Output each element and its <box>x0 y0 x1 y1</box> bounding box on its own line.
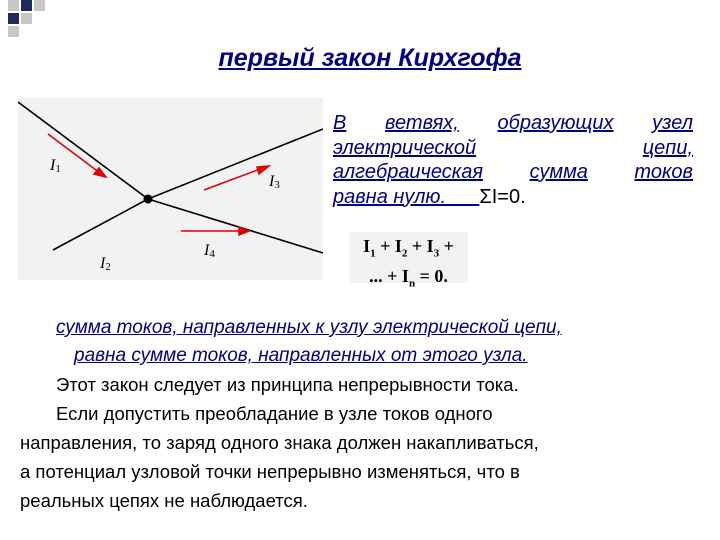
corollary-line-1: сумма токов, направленных к узлу электрической цепи, <box>56 317 562 338</box>
deco-square <box>8 13 19 24</box>
equation-row-1: $I_1 + I_2 + I_3$ + <box>363 236 454 260</box>
deco-square <box>21 0 32 11</box>
rule-line-1: В ветвях, образующих узел <box>333 112 693 134</box>
label-i2: I2 <box>100 255 111 273</box>
equation-row-2: ... + $I_n = 0$. <box>369 265 448 290</box>
junction-svg <box>18 98 323 280</box>
wire-2 <box>53 199 148 250</box>
explanation-text <box>20 370 710 515</box>
wire-3 <box>148 129 323 199</box>
body-line-5: реальных цепях не наблюдается. <box>20 490 308 511</box>
sum-equation <box>349 232 468 290</box>
junction-diagram <box>18 98 323 280</box>
corollary-text <box>56 314 706 370</box>
body-line-4: а потенциал узловой точки непрерывно изменяться, что в <box>20 461 520 482</box>
wire-4 <box>148 199 323 253</box>
kirchhoff-rule <box>333 111 693 209</box>
label-i1: I1 <box>50 157 61 175</box>
label-i3: I3 <box>269 173 280 191</box>
body-line-3: направления, то заряд одного знака должен накапливаться, <box>20 432 539 453</box>
body-line-2: Если допустить преобладание в узле токов одного <box>56 403 493 424</box>
page-title: первый закон Кирхгофа <box>218 44 522 72</box>
deco-square <box>34 0 45 11</box>
label-i4: I4 <box>204 242 215 260</box>
arrow-i3 <box>204 168 263 190</box>
junction-node <box>144 195 153 204</box>
sum-formula: ΣI=0. <box>479 185 526 208</box>
rule-line-4: равна нулю. ΣI=0. <box>333 185 526 208</box>
deco-square <box>21 13 32 24</box>
rule-line-2: электрической цепи, <box>333 136 693 159</box>
corollary-line-2: равна сумме токов, направленных от этого узла. <box>74 345 528 366</box>
body-line-1: Этот закон следует из принципа непрерывности тока. <box>56 374 519 395</box>
wire-1 <box>18 102 148 199</box>
deco-square <box>8 0 19 11</box>
rule-line-3: алгебраическая сумма токов <box>333 161 693 183</box>
deco-square <box>8 26 19 37</box>
